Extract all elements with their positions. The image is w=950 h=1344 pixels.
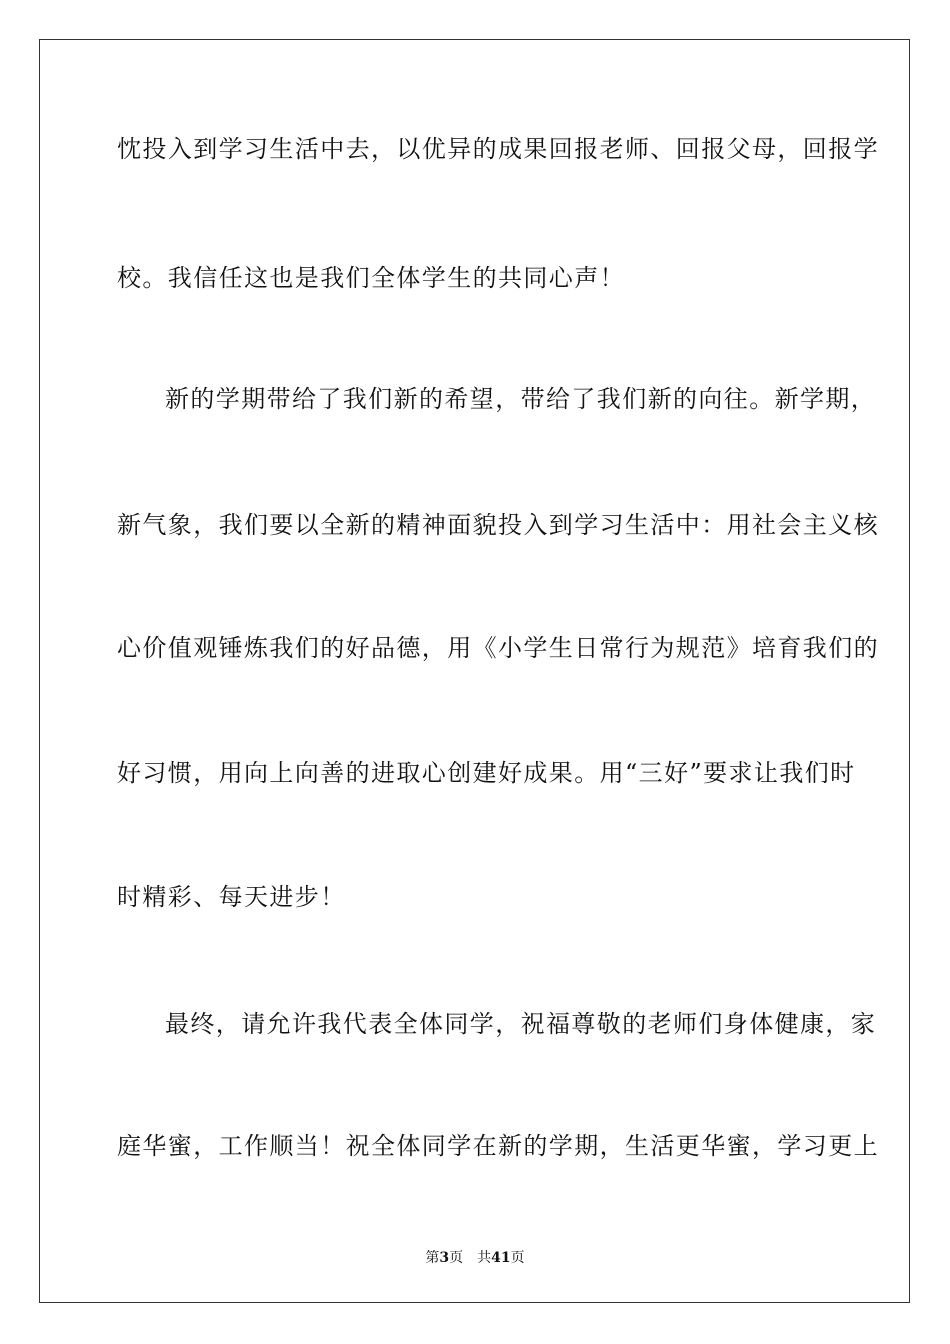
footer-total-pages: 41 [491, 1250, 511, 1266]
page-footer [0, 1247, 950, 1267]
footer-total-suffix: 页 [510, 1250, 525, 1266]
text-line-8: 最终，请允许我代表全体同学，祝福尊敬的老师们身体健康，家 [165, 1010, 877, 1038]
page-border [39, 39, 910, 1303]
text-line-7: 时精彩、每天进步！ [117, 883, 346, 911]
footer-total-prefix: 共 [477, 1250, 492, 1266]
footer-page-prefix: 第 [425, 1250, 440, 1266]
text-line-2: 校。我信任这也是我们全体学生的共同心声！ [117, 264, 625, 292]
footer-page-number: 3 [439, 1250, 450, 1266]
text-line-6: 好习惯，用向上向善的进取心创建好成果。用“三好”要求让我们时 [117, 759, 856, 787]
text-line-1: 忱投入到学习生活中去，以优异的成果回报老师、回报父母，回报学 [117, 135, 879, 163]
text-line-3: 新的学期带给了我们新的希望，带给了我们新的向往。新学期， [165, 385, 877, 413]
text-line-9: 庭华蜜，工作顺当！祝全体同学在新的学期，生活更华蜜，学习更上 [117, 1132, 879, 1160]
text-line-5: 心价值观锤炼我们的好品德，用《小学生日常行为规范》培育我们的 [117, 634, 879, 662]
footer-page-suffix: 页 [449, 1250, 464, 1266]
text-line-4: 新气象，我们要以全新的精神面貌投入到学习生活中：用社会主义核 [117, 511, 879, 539]
